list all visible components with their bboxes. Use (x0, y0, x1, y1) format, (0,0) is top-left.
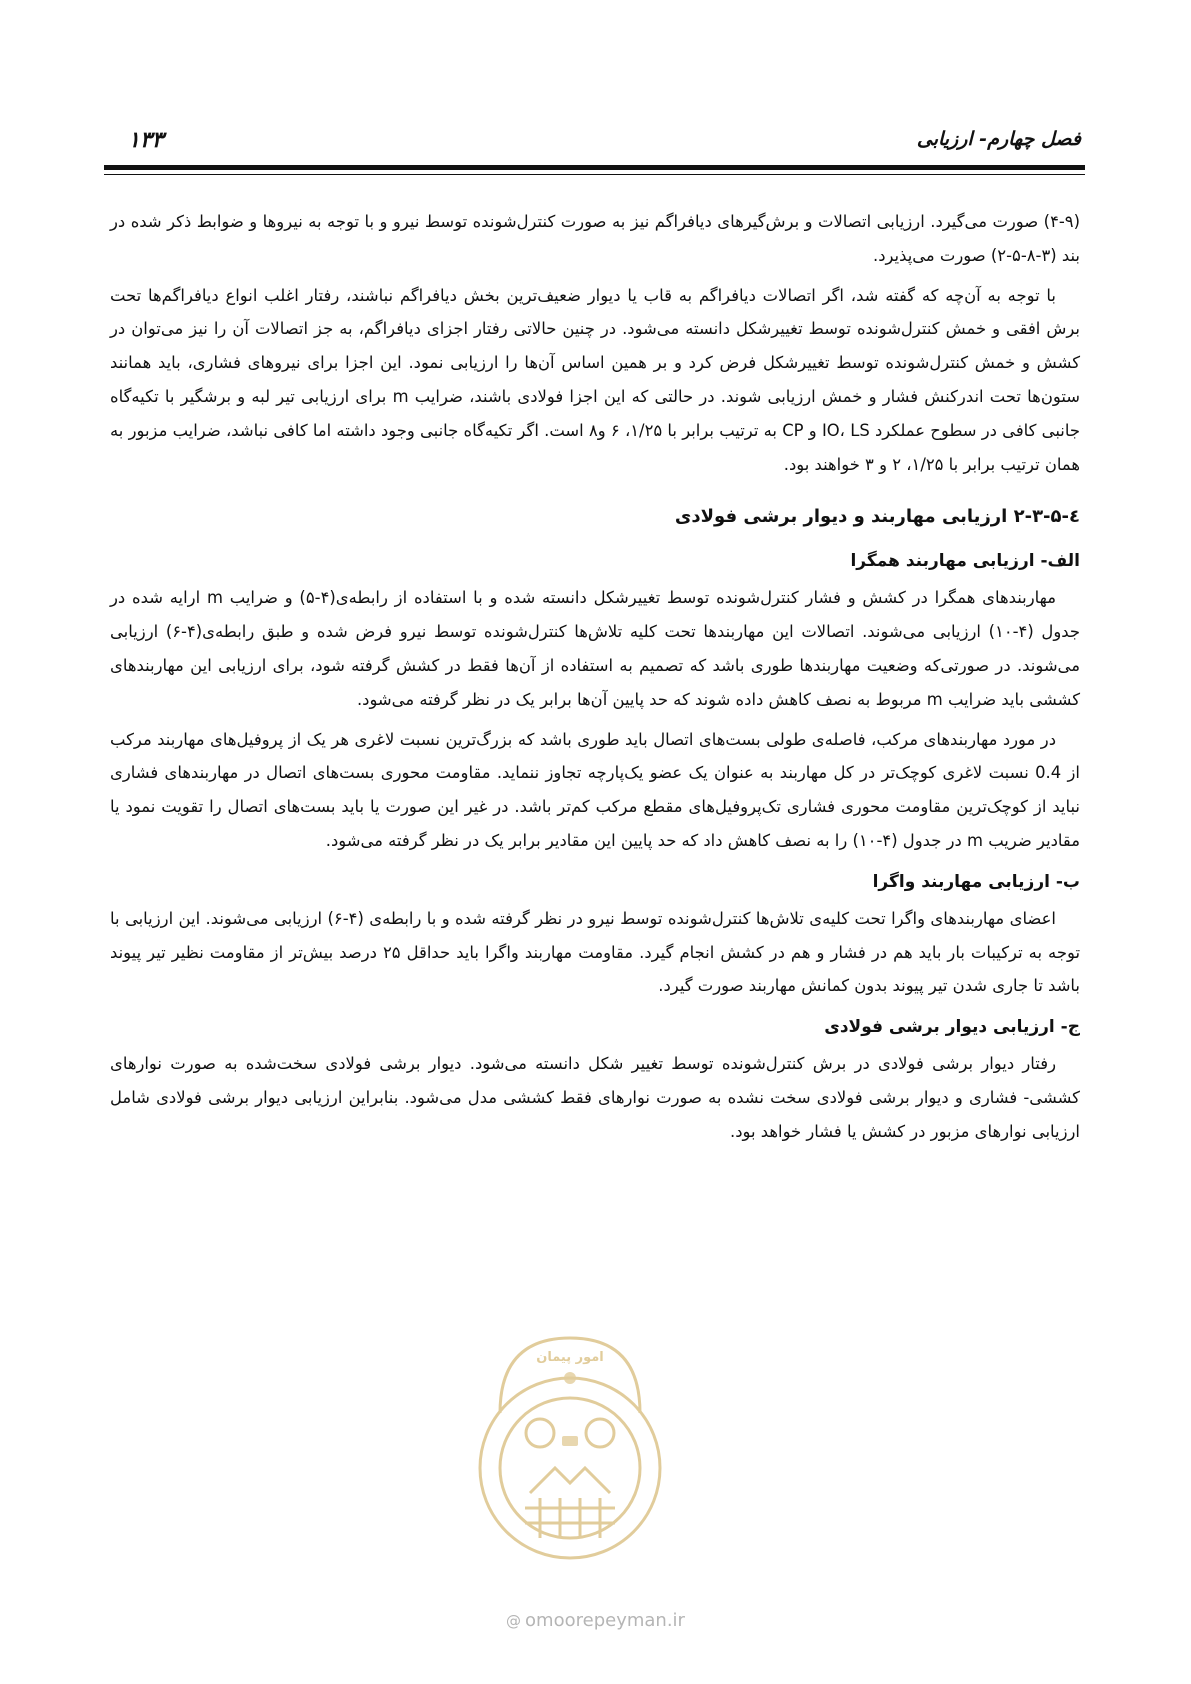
paragraph: (۴-۹) صورت می‌گیرد. ارزیابی اتصالات و برش‌گیرهای دیافراگم نیز به صورت کنترل‌شونده توسط نیرو و با توجه به نیروها و ضوابط ذکر شده در بند (۳-۸-۵-۲) صورت می‌پذیرد. (110, 212, 1080, 265)
paragraph: رفتار دیوار برشی فولادی در برش کنترل‌شونده توسط تغییر شکل دانسته می‌شود. دیوار برشی فولادی سخت‌شده به صورت نوارهای کششی- فشاری و دیوار برشی فولادی سخت نشده به صورت نوارهای فقط کششی مدل می‌شود. بنابراین ارزیابی دیوار برشی فولادی شامل ارزیابی نوارهای مزبور در کشش یا فشار خواهد بود. (110, 1054, 1080, 1141)
website-watermark (0, 1610, 1191, 1631)
body-text (110, 205, 1080, 1149)
subsection-heading-c: ج- ارزیابی دیوار برشی فولادی (824, 1017, 1080, 1038)
paragraph: مهاربندهای همگرا در کشش و فشار کنترل‌شونده توسط تغییرشکل دانسته شده و با استفاده از رابطه‌ی(۴-۵) و ضرایب m ارایه شده در جدول (۴-۱۰) ارزیابی می‌شوند. اتصالات این مهاربندها تحت کلیه تلاش‌ها کنترل‌شونده توسط نیرو فرض شده و طبق رابطه‌ی(۴-۶) ارزیابی می‌شوند. در صورتی‌که وضعیت مهاربندها طوری باشد که تصمیم به استفاده از آن‌ها فقط در کشش گرفته شود، برای ارزیابی این مهاربندهای کششی باید ضرایب m مربوط به نصف کاهش داده شوند که حد پایین آن‌ها برابر یک در نظر گرفته می‌شود. (110, 588, 1080, 709)
chapter-title: فصل چهارم- ارزیابی (916, 128, 1081, 150)
at-icon: @ (506, 1612, 522, 1630)
website-text: omoorepeyman.ir (525, 1610, 685, 1631)
subsection-heading-b: ب- ارزیابی مهاربند واگرا (872, 871, 1080, 892)
page-number: ۱۳۳ (128, 128, 164, 153)
header-rule-thin (104, 174, 1085, 175)
paragraph: در مورد مهاربندهای مرکب، فاصله‌ی طولی بست‌های اتصال باید طوری باشد که بزرگ‌ترین نسبت لاغری هر یک از پروفیل‌های مهاربند مرکب از 0.4 نسبت لاغری کوچک‌تر در کل مهاربند به عنوان یک عضو یک‌پارچه تجاوز ننماید. مقاومت محوری بست‌های اتصال در مهاربندهای فشاری نباید از کوچک‌ترین مقاومت محوری فشاری تک‌پروفیل‌های مقطع مرکب کم‌تر باشد. در غیر این صورت یا باید بست‌های اتصال را تقویت نمود یا مقادیر ضریب m در جدول (۴-۱۰) را به نصف کاهش داد که حد پایین این مقادیر برابر یک در نظر گرفته می‌شود. (110, 729, 1080, 850)
seal-emblem-icon (470, 1318, 670, 1578)
subsection-heading-a: الف- ارزیابی مهاربند همگرا (850, 551, 1080, 572)
header-rule-thick (104, 165, 1085, 170)
paragraph: با توجه به آن‌چه که گفته شد، اگر اتصالات دیافراگم به قاب یا دیوار ضعیف‌ترین بخش دیافراگم نباشند، رفتار اغلب انواع دیافراگم‌ها تحت برش افقی و خمش کنترل‌شونده توسط تغییرشکل دانسته می‌شود. در چنین حالاتی رفتار اجزای دیافراگم، به جز اتصالات آن را نیز می‌توان در کشش و خمش کنترل‌شونده توسط تغییرشکل فرض کرد و بر همین اساس آن‌ها را ارزیابی نمود. این اجزا برای نیروهای فشاری، باید همانند ستون‌ها تحت اندرکنش فشار و خمش ارزیابی شوند. در حالتی که این اجزا فولادی باشند، ضرایب m برای ارزیابی تیر لبه و برشگیر با تکیه‌گاه جانبی کافی در سطوح عملکرد IO، LS و CP به ترتیب برابر با ۱/۲۵، ۶ و۸ است. اگر تکیه‌گاه جانبی وجود داشته اما کافی نباشد، ضرایب مزبور به همان ترتیب برابر با ۱/۲۵، ۲ و ۳ خواهند بود. (110, 285, 1080, 474)
watermark-seal (470, 1318, 670, 1578)
paragraph: اعضای مهاربندهای واگرا تحت کلیه‌ی تلاش‌ها کنترل‌شونده توسط نیرو در نظر گرفته شده و با رابطه‌ی (۴-۶) ارزیابی می‌شوند. این ارزیابی با توجه به ترکیبات بار باید هم در فشار و هم در کشش انجام گیرد. مقاومت مهاربند واگرا باید حداقل ۲۵ درصد بیش‌تر از مقاومت نظیر تیر پیوند باشد تا جاری شدن تیر پیوند بدون کمانش مهاربند صورت گیرد. (110, 908, 1081, 996)
section-heading: ٤-۲-۳-۵ ارزیابی مهاربند و دیوار برشی فولادی (674, 506, 1080, 528)
seal-title: امور پیمان (536, 1350, 604, 1365)
